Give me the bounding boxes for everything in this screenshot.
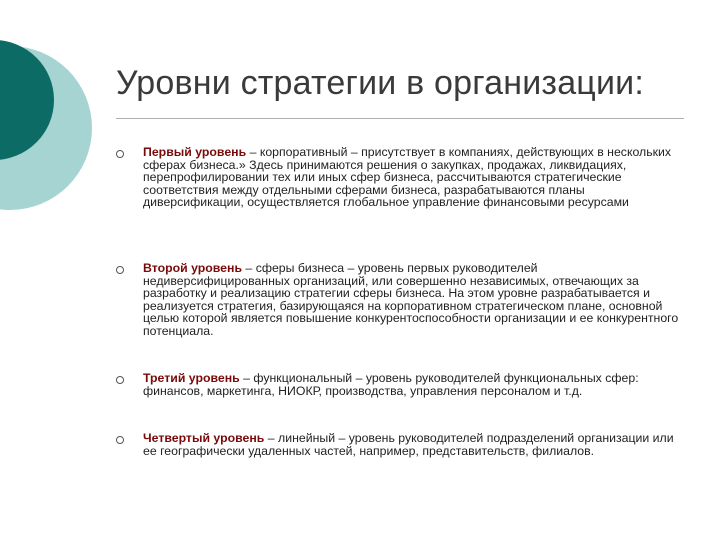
bullet-icon [116, 436, 124, 444]
item-text [143, 372, 683, 397]
item-term: Третий уровень [143, 371, 240, 385]
item-text [143, 432, 683, 457]
item-term: Второй уровень [143, 261, 243, 275]
slide-title: Уровни стратегии в организации: [116, 64, 645, 102]
item-description: – линейный – уровень руководителей подразделений организации или ее географически удаленных частей, например, представительств, филиалов. [143, 431, 674, 458]
title-divider [116, 118, 684, 119]
bullet-icon [116, 376, 124, 384]
bullet-icon [116, 150, 124, 158]
item-description: – сферы бизнеса – уровень первых руководителей недиверсифицированных организаций, или совершенно независимых, отвечающих за разработку и реализацию стратегии сферы бизнеса. На этом уровне разрабатывается и реализуется стратегия, базирующаяся на корпоративном стратегическом плане, основной целью которой является повышение конкурентоспособности организации и ее конкурентного потенциала. [143, 261, 679, 338]
item-term: Четвертый уровень [143, 431, 265, 445]
item-description: – функциональный – уровень руководителей функциональных сфер: финансов, маркетинга, НИОКР, производства, управления персоналом и т.д. [143, 371, 639, 398]
item-description: – корпоративный – присутствует в компаниях, действующих в нескольких сферах бизнеса.» Здесь принимаются решения о закупках, продажах, ликвидациях, перепрофилировании тех или иных сфер бизнеса, рассчитываются стратегические соответствия между отдельными сферами бизнеса, разрабатываются планы диверсификации, осуществляется глобальное управление финансовыми ресурсами [143, 145, 672, 210]
item-text [143, 146, 683, 209]
item-term: Первый уровень [143, 145, 247, 159]
top-left-arc [0, 0, 60, 300]
item-text [143, 262, 683, 338]
bullet-icon [116, 266, 124, 274]
